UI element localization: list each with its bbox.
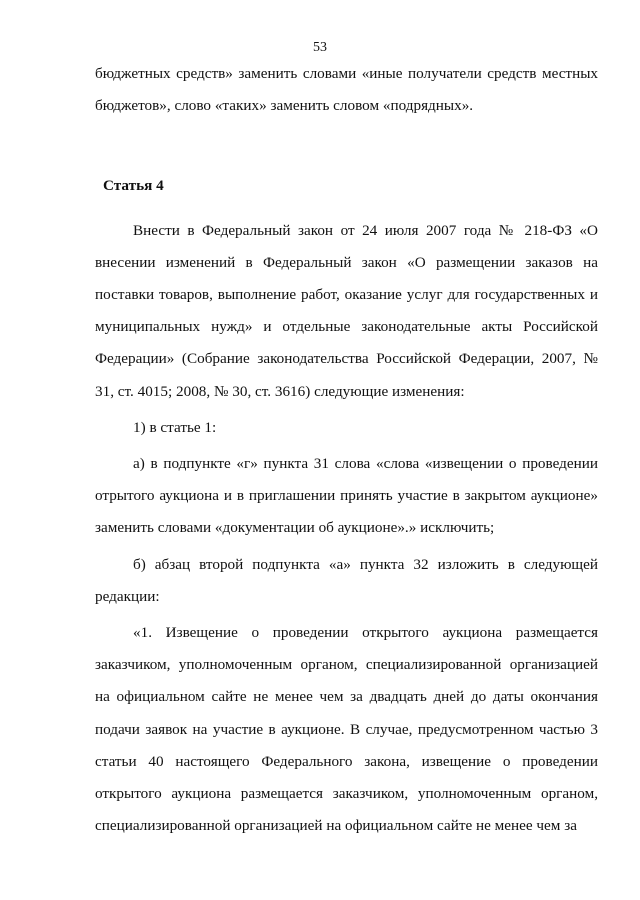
paragraph-amendment-intro: Внести в Федеральный закон от 24 июля 2007 года № 218-ФЗ «О внесении изменений в Федеральный закон «О размещении заказов на поставки товаров, выполнение работ, оказание услуг для государственных и муниципальных нужд» и отдельные законодательные акты Российской Федерации» (Собрание законодательства Российской Федерации, 2007, № 31, ст. 4015; 2008, № 30, ст. 3616) следующие изменения: [95, 221, 598, 400]
paragraph-subitem-a: а) в подпункте «г» пункта 31 слова «слова «извещении о проведении отрытого аукциона и в приглашении принять участие в закрытом аукционе» заменить словами «документации об аукционе».» исключить; [95, 455, 598, 537]
page-number: 53 [313, 40, 327, 55]
paragraph-quoted-text: «1. Извещение о проведении открытого аукциона размещается заказчиком, уполномоченным органом, специализированной организацией на официальном сайте не менее чем за двадцать дней до даты окончания подачи заявок на участие в аукционе. В случае, предусмотренном частью 3 статьи 40 настоящего Федерального закона, извещение о проведении открытого аукциона размещается заказчиком, уполномоченным органом, специализированной организацией на официальном сайте не менее чем за [95, 624, 598, 835]
document-body [95, 58, 598, 842]
paragraph-item-1: 1) в статье 1: [133, 418, 217, 436]
paragraph-continuation: бюджетных средств» заменить словами «иные получатели средств местных бюджетов», слово «таких» заменить словом «подрядных». [95, 65, 598, 115]
article-heading: Статья 4 [103, 177, 164, 195]
paragraph-subitem-b: б) абзац второй подпункта «а» пункта 32 изложить в следующей редакции: [95, 555, 598, 605]
